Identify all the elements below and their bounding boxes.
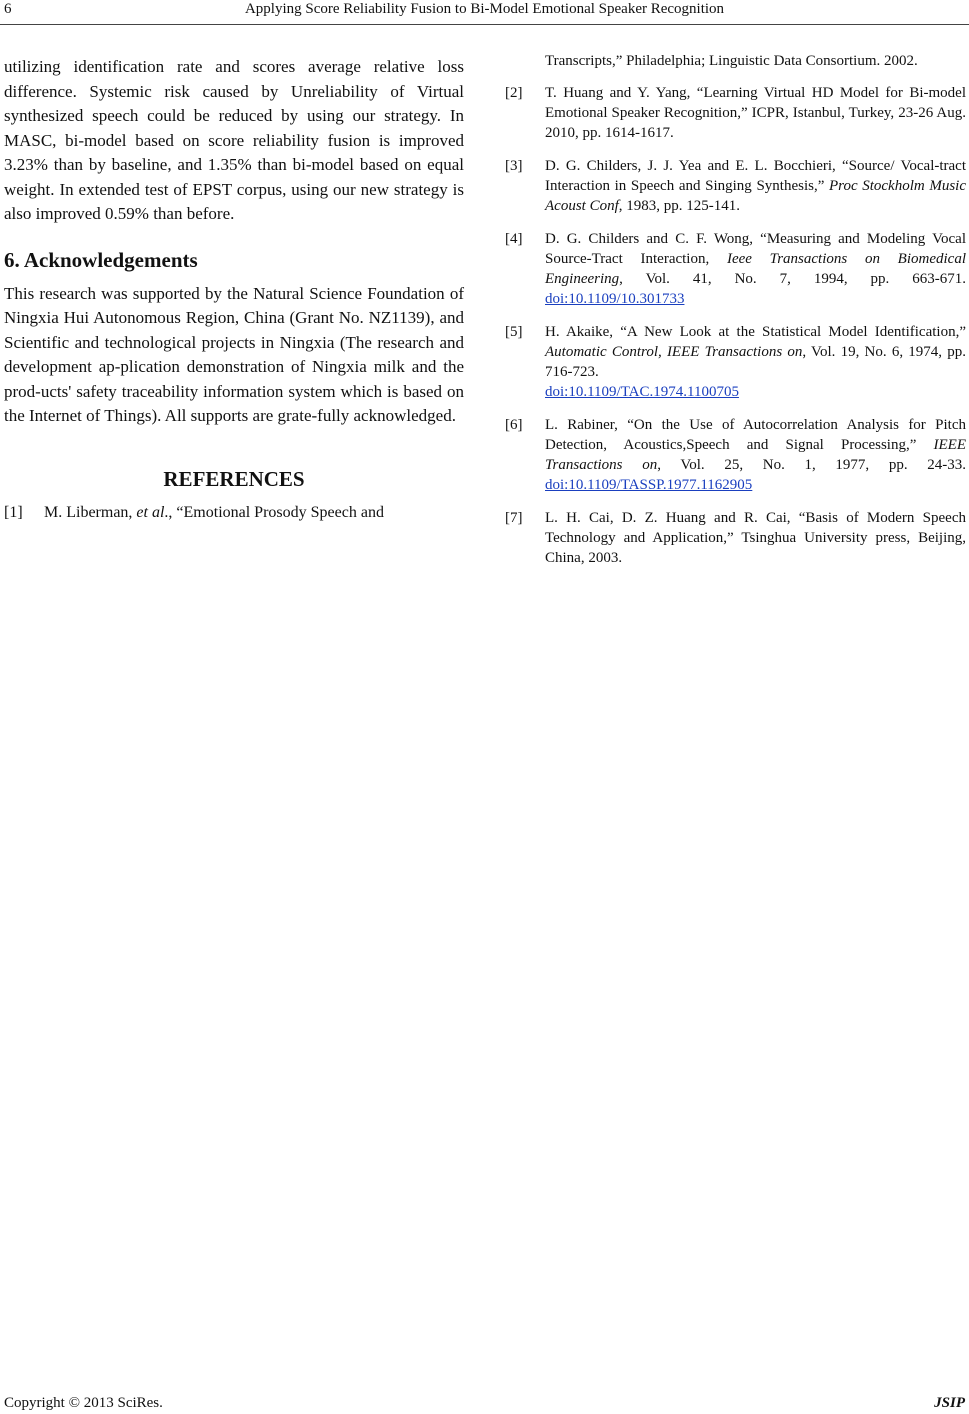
reference-text: L. Rabiner, “On the Use of Autocorrelation Analysis for Pitch Detection, Acoustics,Speech and Signal Processing,”	[545, 417, 966, 453]
doi-link[interactable]: doi:10.1109/TASSP.1977.1162905	[545, 477, 753, 493]
reference-7	[505, 508, 966, 568]
running-title: Applying Score Reliability Fusion to Bi-Model Emotional Speaker Recognition	[244, 1, 725, 17]
reference-text: D. G. Childers and C. F. Wong, “Measuring and Modeling Vocal Source-Tract Interaction,	[545, 231, 966, 267]
reference-italic: Proc Stockholm Music Acoust Conf	[545, 178, 967, 214]
acknowledgements-heading: 6. Acknowledgements	[4, 247, 198, 272]
reference-number: [7]	[505, 510, 523, 526]
reference-4	[505, 229, 966, 309]
doi-link[interactable]: doi:10.1109/10.301733	[545, 291, 685, 307]
reference-3	[505, 156, 966, 216]
reference-number: [4]	[505, 231, 523, 247]
journal-abbrev: JSIP	[934, 1395, 965, 1411]
reference-text: , Vol. 19, No. 6, 1974, pp. 716-723.	[545, 344, 966, 380]
reference-number: [6]	[505, 417, 523, 433]
reference-number: [5]	[505, 324, 523, 340]
reference-text: , 1983, pp. 125-141.	[618, 198, 740, 214]
reference-1	[4, 502, 464, 524]
reference-text: , Vol. 41, No. 7, 1994, pp. 663-671.	[619, 271, 966, 287]
reference-text: L. H. Cai, D. Z. Huang and R. Cai, “Basis of Modern Speech Technology and Application,” Tsinghua University press, Beijing, China, 2003.	[545, 510, 966, 566]
running-header	[0, 0, 969, 25]
acknowledgements-paragraph: This research was supported by the Natural Science Foundation of Ningxia Hui Autonomous Region, China (Grant No. NZ1139), and Scientific and technological projects in Ningxia (The research and development ap-plication demonstration of Ningxia milk and the prod-ucts' safety traceability information system which is based on the Internet of Things). All supports are grate-fully acknowledged.	[4, 283, 464, 425]
page-footer	[4, 1394, 965, 1412]
reference-5	[505, 322, 966, 402]
reference-italic: IEEE Transactions on	[545, 437, 966, 473]
reference-text: D. G. Childers, J. J. Yea and E. L. Bocchieri, “Source/ Vocal-tract Interaction in Speech and Singing Synthesis,”	[545, 158, 966, 194]
reference-number: [1]	[4, 503, 23, 521]
reference-text: H. Akaike, “A New Look at the Statistical Model Identification,”	[545, 324, 966, 340]
right-column	[505, 51, 966, 581]
copyright-notice: Copyright © 2013 SciRes.	[4, 1395, 163, 1411]
reference-1-continued: Transcripts,” Philadelphia; Linguistic Data Consortium. 2002.	[545, 53, 918, 69]
reference-text: ., “Emotional Prosody Speech and	[164, 503, 384, 521]
reference-text: T. Huang and Y. Yang, “Learning Virtual HD Model for Bi-model Emotional Speaker Recognition,” ICPR, Istanbul, Turkey, 23-26 Aug. 2010, pp. 1614-1617.	[545, 85, 966, 141]
reference-6	[505, 415, 966, 495]
doi-link[interactable]: doi:10.1109/TAC.1974.1100705	[545, 384, 739, 400]
conclusion-paragraph: utilizing identification rate and scores average relative loss difference. Systemic risk caused by Unreliability of Virtual synthesized speech could be reduced by using our strategy. In MASC, bi-model based on score reliability fusion is improved 3.23% than by baseline, and 1.35% than bi-model based on equal weight. In extended test of EPST corpus, using our new strategy is also improved 0.59% than before.	[4, 57, 464, 223]
reference-text: M. Liberman,	[44, 503, 137, 521]
reference-2	[505, 83, 966, 143]
references-heading: REFERENCES	[163, 466, 305, 491]
reference-italic: et al	[136, 503, 165, 521]
reference-text: , Vol. 25, No. 1, 1977, pp. 24-33.	[657, 457, 966, 473]
page-number: 6	[4, 1, 12, 17]
reference-number: [3]	[505, 158, 523, 174]
reference-italic: Ieee Transactions on Biomedical Engineering	[545, 251, 966, 287]
left-column	[4, 55, 464, 537]
reference-italic: Automatic Control, IEEE Transactions on	[545, 344, 803, 360]
reference-number: [2]	[505, 85, 523, 101]
